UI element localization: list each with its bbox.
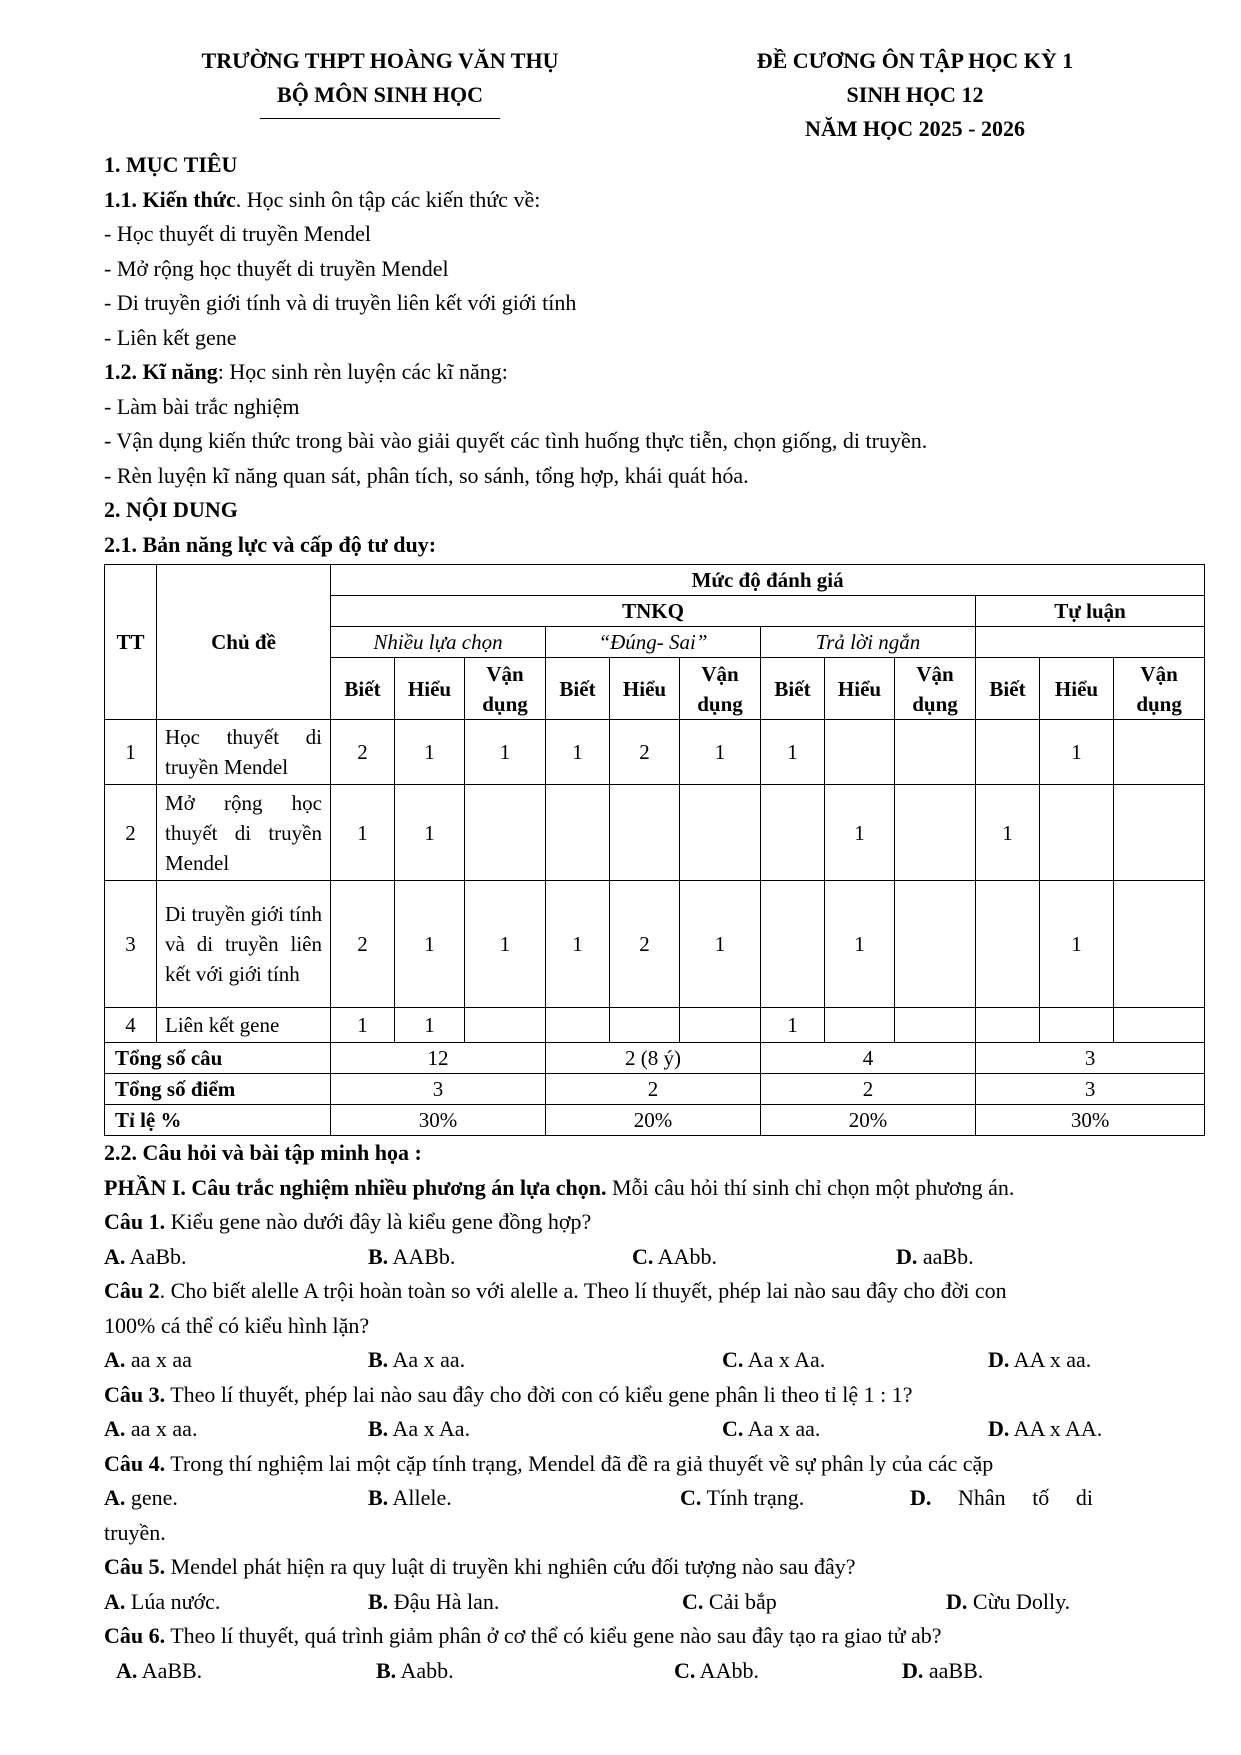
cell: 1: [680, 720, 761, 785]
cell: 1: [1040, 720, 1114, 785]
cell: [761, 881, 825, 1008]
school-year: NĂM HỌC 2025 - 2026: [805, 116, 1025, 141]
total-cell: 2 (8 ý): [546, 1043, 761, 1074]
cell: 1: [1040, 881, 1114, 1008]
knowledge-item: - Di truyền giới tính và di truyền liên kết với giới tính: [104, 290, 577, 315]
skills-intro: : Học sinh rèn luyện các kĩ năng:: [217, 359, 508, 384]
question-label: Câu 2: [104, 1278, 160, 1303]
total-cell: 2: [546, 1074, 761, 1105]
cell: 1: [761, 720, 825, 785]
question-6: [104, 1619, 1204, 1654]
ratio-row: [105, 1105, 1205, 1136]
total-cell: 3: [976, 1074, 1205, 1105]
option-c: C. Aa x Aa.: [722, 1347, 826, 1372]
option-b: B. AABb.: [368, 1243, 456, 1269]
question-text: Kiểu gene nào dưới đây là kiểu gene đồng hợp?: [165, 1209, 592, 1234]
cell: [1040, 1008, 1114, 1043]
ratio-cell: 30%: [976, 1105, 1205, 1136]
cell: 1: [331, 1008, 395, 1043]
header-essay-blank: [976, 627, 1205, 658]
cell: [895, 720, 976, 785]
table-row: [105, 881, 1205, 1008]
header-right: [690, 44, 1140, 146]
header-tnkq: TNKQ: [331, 596, 976, 627]
cell: 1: [465, 881, 546, 1008]
header-apply: Vận dụng: [895, 658, 976, 720]
cell: [680, 785, 761, 881]
row-tt: 2: [105, 785, 157, 881]
question-4: [104, 1447, 1204, 1482]
cell: [610, 1008, 680, 1043]
row-topic: Học thuyết di truyền Mendel: [157, 720, 331, 785]
cell: 2: [331, 720, 395, 785]
question-6-options: [104, 1654, 1204, 1689]
total-questions-row: [105, 1043, 1205, 1074]
question-2: [104, 1274, 1204, 1309]
header-divider: [260, 118, 500, 119]
knowledge-label: 1.1. Kiến thức: [104, 186, 236, 212]
option-b: B. Aabb.: [376, 1657, 454, 1683]
header-know: Biết: [331, 658, 395, 720]
cell: [1114, 1008, 1205, 1043]
question-text: Trong thí nghiệm lai một cặp tính trạng, Mendel đã đề ra giả thuyết về sự phân ly của các cặp: [165, 1450, 994, 1476]
knowledge-item: - Học thuyết di truyền Mendel: [104, 221, 371, 246]
cell: [1114, 881, 1205, 1008]
knowledge-intro: . Học sinh ôn tập các kiến thức về:: [235, 186, 541, 212]
header-topic: Chủ đề: [157, 565, 331, 720]
question-text: Theo lí thuyết, quá trình giảm phân ở cơ thể có kiểu gene nào sau đây tạo ra giao tử ab?: [165, 1623, 942, 1648]
option-d: D. Cừu Dolly.: [946, 1588, 1071, 1614]
question-2-continued: 100% cá thể có kiểu hình lặn?: [104, 1312, 370, 1338]
department-name: BỘ MÔN SINH HỌC: [277, 82, 483, 107]
option-b: B. Aa x aa.: [368, 1347, 466, 1372]
header-understand: Hiểu: [610, 658, 680, 720]
subject-title: SINH HỌC 12: [846, 82, 984, 107]
header-know: Biết: [976, 658, 1040, 720]
total-cell: 3: [976, 1043, 1205, 1074]
knowledge-heading: [104, 183, 1204, 218]
option-a: A. aa x aa: [104, 1347, 192, 1372]
section-2-title: 2. NỘI DUNG: [104, 497, 238, 522]
cell: [610, 785, 680, 881]
cell: 1: [976, 785, 1040, 881]
skills-heading: [104, 355, 1204, 390]
option-d: D. AA x AA.: [988, 1416, 1103, 1441]
total-cell: 2: [761, 1074, 976, 1105]
header-know: Biết: [546, 658, 610, 720]
table-header-row: [105, 565, 1205, 596]
cell: [546, 1008, 610, 1043]
section-1-title: 1. MỤC TIÊU: [104, 152, 238, 177]
cell: [1114, 785, 1205, 881]
question-label: Câu 5.: [104, 1554, 166, 1579]
total-cell: 3: [331, 1074, 546, 1105]
document-title: ĐỀ CƯƠNG ÔN TẬP HỌC KỲ 1: [756, 48, 1074, 73]
cell: [1040, 785, 1114, 881]
option-d: D. AA x aa.: [988, 1347, 1092, 1372]
header-multiple-choice: Nhiều lựa chọn: [331, 627, 546, 658]
row-tt: 4: [105, 1008, 157, 1043]
cell: 1: [395, 720, 465, 785]
option-b: B. Aa x Aa.: [368, 1416, 471, 1441]
question-label: Câu 4.: [104, 1450, 166, 1476]
examples-title: 2.2. Câu hỏi và bài tập minh họa :: [104, 1140, 422, 1165]
cell: 1: [825, 881, 895, 1008]
cell: 1: [465, 720, 546, 785]
header-short-answer: Trả lời ngắn: [761, 627, 976, 658]
part-1-heading: [104, 1171, 1204, 1206]
cell: [546, 785, 610, 881]
option-d: D. Nhân tố di: [910, 1485, 1093, 1510]
school-name: TRƯỜNG THPT HOÀNG VĂN THỤ: [201, 48, 559, 73]
option-a: A. aa x aa.: [104, 1416, 198, 1441]
header-left: [150, 44, 610, 119]
question-2-options: [104, 1343, 1204, 1378]
header-understand: Hiểu: [1040, 658, 1114, 720]
row-topic: Di truyền giới tính và di truyền liên kết với giới tính: [157, 881, 331, 1008]
table-title: 2.1. Bản năng lực và cấp độ tư duy:: [104, 531, 437, 557]
option-b: B. Đậu Hà lan.: [368, 1588, 500, 1614]
table-row: [105, 785, 1205, 881]
question-1-options: [104, 1240, 1204, 1275]
total-points-row: [105, 1074, 1205, 1105]
cell: [895, 881, 976, 1008]
question-text: . Cho biết alelle A trội hoàn toàn so với alelle a. Theo lí thuyết, phép lai nào sau đây cho đời con: [159, 1278, 1007, 1303]
option-c: C. Aa x aa.: [722, 1416, 821, 1441]
cell: [895, 1008, 976, 1043]
question-text: Theo lí thuyết, phép lai nào sau đây cho đời con có kiểu gene phân li theo tỉ lệ 1 : 1?: [165, 1381, 913, 1407]
document-body: [104, 148, 1204, 1688]
cell: [976, 1008, 1040, 1043]
cell: 1: [395, 881, 465, 1008]
ratio-cell: 20%: [761, 1105, 976, 1136]
option-a: A. Lúa nước.: [104, 1588, 221, 1614]
cell: 1: [546, 881, 610, 1008]
question-text: Mendel phát hiện ra quy luật di truyền khi nghiên cứu đối tượng nào sau đây?: [165, 1554, 856, 1579]
row-topic: Liên kết gene: [157, 1008, 331, 1043]
option-c: C. AAbb.: [674, 1657, 759, 1683]
question-label: Câu 1.: [104, 1209, 166, 1234]
cell: [465, 785, 546, 881]
row-topic: Mở rộng học thuyết di truyền Mendel: [157, 785, 331, 881]
knowledge-item: - Mở rộng học thuyết di truyền Mendel: [104, 255, 449, 281]
cell: 2: [610, 881, 680, 1008]
question-label: Câu 3.: [104, 1381, 166, 1407]
total-points-label: Tổng số điểm: [105, 1074, 331, 1105]
header-understand: Hiểu: [395, 658, 465, 720]
cell: [465, 1008, 546, 1043]
question-3: [104, 1378, 1204, 1413]
skills-item: - Vận dụng kiến thức trong bài vào giải quyết các tình huống thực tiễn, chọn giống, di truyền.: [104, 428, 928, 453]
cell: 1: [761, 1008, 825, 1043]
question-1: [104, 1205, 1204, 1240]
ratio-cell: 30%: [331, 1105, 546, 1136]
cell: 2: [331, 881, 395, 1008]
option-d: D. aaBb.: [896, 1243, 974, 1269]
cell: [680, 1008, 761, 1043]
cell: [825, 720, 895, 785]
question-4-options: [104, 1481, 1204, 1516]
header-essay: Tự luận: [976, 596, 1205, 627]
cell: [1114, 720, 1205, 785]
skills-item: - Làm bài trắc nghiệm: [104, 393, 300, 419]
table-row: [105, 720, 1205, 785]
option-c: C. AAbb.: [632, 1243, 717, 1269]
cell: 1: [395, 785, 465, 881]
row-tt: 3: [105, 881, 157, 1008]
question-3-options: [104, 1412, 1204, 1447]
part-1-instruction: Mỗi câu hỏi thí sinh chỉ chọn một phương án.: [606, 1174, 1015, 1200]
row-tt: 1: [105, 720, 157, 785]
header-assessment-level: Mức độ đánh giá: [331, 565, 1205, 596]
cell: 1: [331, 785, 395, 881]
header-apply: Vận dụng: [465, 658, 546, 720]
ratio-cell: 20%: [546, 1105, 761, 1136]
question-label: Câu 6.: [104, 1623, 166, 1648]
cell: 2: [610, 720, 680, 785]
total-questions-label: Tổng số câu: [105, 1043, 331, 1074]
question-4-option-d-continued: truyền.: [104, 1519, 166, 1545]
cell: [976, 720, 1040, 785]
cell: [976, 881, 1040, 1008]
knowledge-item: - Liên kết gene: [104, 324, 237, 350]
header-apply: Vận dụng: [680, 658, 761, 720]
cell: [895, 785, 976, 881]
question-5-options: [104, 1585, 1204, 1620]
option-c: C. Tính trạng.: [680, 1485, 805, 1510]
cell: 1: [825, 785, 895, 881]
question-5: [104, 1550, 1204, 1585]
header-know: Biết: [761, 658, 825, 720]
table-row: [105, 1008, 1205, 1043]
option-c: C. Cải bắp: [682, 1588, 777, 1614]
option-b: B. Allele.: [368, 1485, 452, 1510]
cell: 1: [680, 881, 761, 1008]
assessment-matrix-table: [104, 564, 1205, 1136]
total-cell: 4: [761, 1043, 976, 1074]
part-1-label: PHẦN I. Câu trắc nghiệm nhiều phương án lựa chọn.: [104, 1174, 607, 1200]
cell: 1: [395, 1008, 465, 1043]
skills-item: - Rèn luyện kĩ năng quan sát, phân tích, so sánh, tổng hợp, khái quát hóa.: [104, 462, 749, 488]
option-a: A. AaBb.: [104, 1243, 187, 1269]
header-tt: TT: [105, 565, 157, 720]
cell: [825, 1008, 895, 1043]
skills-label: 1.2. Kĩ năng: [104, 359, 218, 384]
cell: 1: [546, 720, 610, 785]
header-apply: Vận dụng: [1114, 658, 1205, 720]
cell: [761, 785, 825, 881]
option-a: A. AaBB.: [116, 1657, 203, 1683]
ratio-label: Tỉ lệ %: [105, 1105, 331, 1136]
total-cell: 12: [331, 1043, 546, 1074]
header-true-false: “Đúng- Sai”: [546, 627, 761, 658]
header-understand: Hiểu: [825, 658, 895, 720]
option-a: A. gene.: [104, 1485, 178, 1510]
option-d: D. aaBB.: [902, 1657, 984, 1683]
